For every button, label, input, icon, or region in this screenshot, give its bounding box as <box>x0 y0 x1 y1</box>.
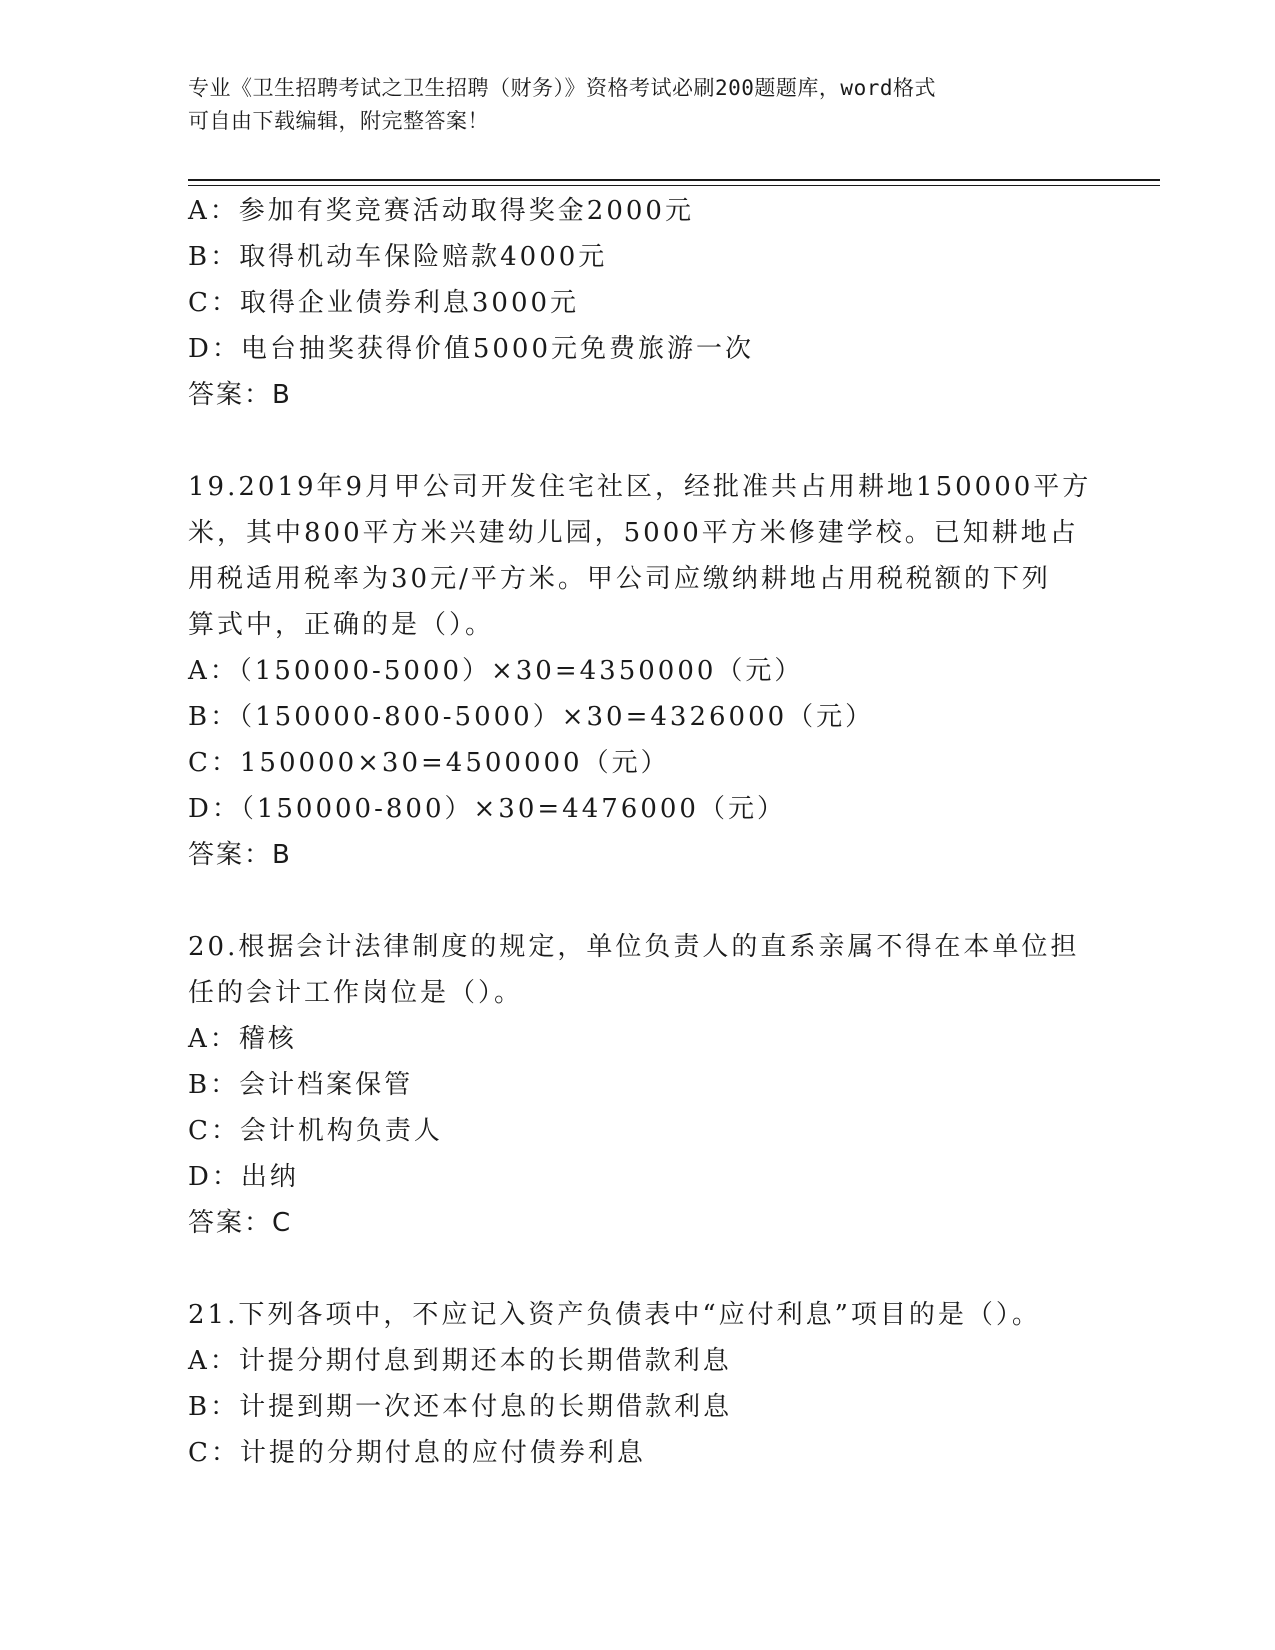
option-d: D：电台抽奖获得价值5000元免费旅游一次 <box>188 334 755 364</box>
option-a: A：计提分期付息到期还本的长期借款利息 <box>188 1346 732 1376</box>
option-c: C：150000×30=4500000（元） <box>188 748 670 778</box>
question-19 <box>188 464 1092 878</box>
spacer <box>188 418 1088 464</box>
option-b: B：会计档案保管 <box>188 1070 414 1100</box>
header-rule-thick <box>188 179 1160 181</box>
option-a: A：稽核 <box>188 1024 297 1054</box>
question-stem-line: 米，其中800平方米兴建幼儿园，5000平方米修建学校。已知耕地占 <box>188 518 1079 548</box>
page-header <box>188 72 1068 138</box>
option-b: B：取得机动车保险赔款4000元 <box>188 242 608 272</box>
question-stem-line: 任的会计工作岗位是（）。 <box>188 978 524 1008</box>
option-b: B：（150000-800-5000）×30=4326000（元） <box>188 702 875 732</box>
header-rule-thin <box>188 185 1160 186</box>
header-line-1: 专业《卫生招聘考试之卫生招聘（财务）》资格考试必刷200题题库，word格式 <box>188 76 936 100</box>
option-c: C：取得企业债券利息3000元 <box>188 288 580 318</box>
question-stem-line: 算式中，正确的是（）。 <box>188 610 495 640</box>
question-stem-line: 用税适用税率为30元/平方米。甲公司应缴纳耕地占用税税额的下列 <box>188 564 1051 594</box>
option-a: A：参加有奖竞赛活动取得奖金2000元 <box>188 196 694 226</box>
question-stem-line: 19.2019年9月甲公司开发住宅社区，经批准共占用耕地150000平方 <box>188 472 1092 502</box>
question-18 <box>188 188 1088 418</box>
option-b: B：计提到期一次还本付息的长期借款利息 <box>188 1392 733 1422</box>
option-c: C：会计机构负责人 <box>188 1116 443 1146</box>
answer: 答案：C <box>188 1208 293 1238</box>
answer: 答案：B <box>188 840 292 870</box>
question-21 <box>188 1292 1088 1476</box>
option-c: C：计提的分期付息的应付债券利息 <box>188 1438 646 1468</box>
question-content <box>188 188 1092 1476</box>
question-stem-line: 20.根据会计法律制度的规定，单位负责人的直系亲属不得在本单位担 <box>188 932 1080 962</box>
spacer <box>188 1246 1088 1292</box>
option-a: A：（150000-5000）×30=4350000（元） <box>188 656 804 686</box>
option-d: D：出纳 <box>188 1162 299 1192</box>
header-line-2: 可自由下载编辑，附完整答案！ <box>188 109 489 133</box>
spacer <box>188 878 1088 924</box>
option-d: D：（150000-800）×30=4476000（元） <box>188 794 786 824</box>
question-20 <box>188 924 1088 1246</box>
question-stem-line: 21.下列各项中，不应记入资产负债表中“应付利息”项目的是（）。 <box>188 1300 1041 1330</box>
answer: 答案：B <box>188 380 292 410</box>
